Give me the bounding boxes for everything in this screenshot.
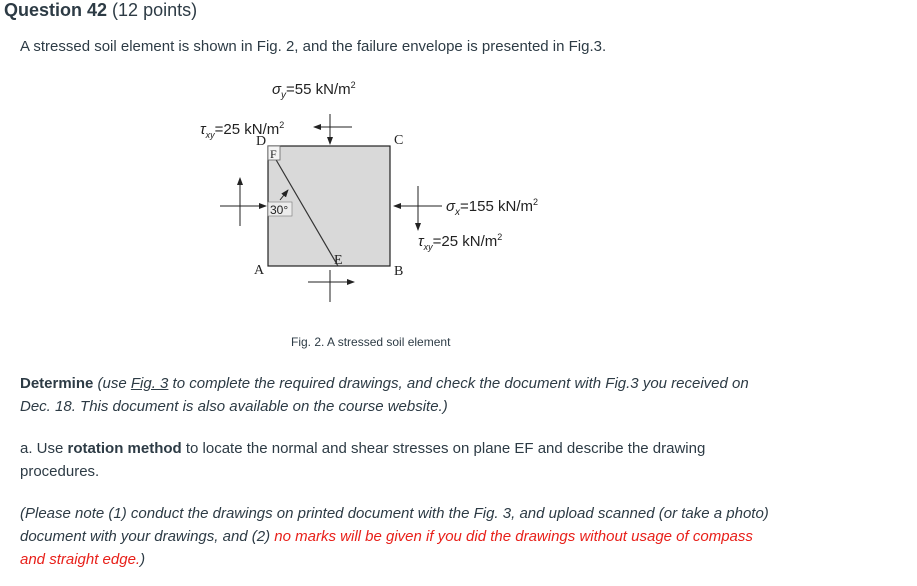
determine-open: (use	[93, 375, 131, 392]
intro-text: A stressed soil element is shown in Fig. 2, and the failure envelope is presented in Fig.3.	[20, 38, 607, 55]
fig3-link[interactable]: Fig. 3	[130, 375, 169, 392]
part-a-paragraph	[20, 437, 780, 483]
figure-caption: Fig. 2. A stressed soil element	[291, 335, 451, 349]
label-b: B	[394, 264, 404, 279]
label-c: C	[394, 133, 404, 148]
label-a: A	[254, 263, 265, 278]
note-paragraph	[20, 502, 780, 571]
note-warning: no marks will be given if you did the drawings without usage of compass and straight edge.	[20, 528, 753, 568]
sigma-y-sub: y	[281, 90, 287, 101]
part-a-rest: to locate the normal and shear stresses on plane EF and describe the drawing procedures.	[20, 440, 706, 480]
tau-right-sup: 2	[497, 232, 503, 242]
sigma-x-sup: 2	[533, 197, 539, 207]
sigma-x-label	[446, 197, 538, 218]
label-d: D	[256, 134, 267, 149]
part-a-bold: rotation method	[67, 440, 182, 457]
determine-rest: to complete the required drawings, and check the document with Fig.3 you received on Dec. 18. This document is also available on the course website.)	[20, 375, 749, 415]
sigma-y-label	[272, 80, 356, 101]
sigma-x-symbol: σ	[446, 198, 456, 215]
angle-value: 30°	[270, 203, 289, 217]
tau-top-sub: xy	[205, 130, 215, 140]
tau-top-value: =25 kN/m	[214, 121, 280, 138]
tau-top-label	[200, 120, 284, 140]
tau-right-value: =25 kN/m	[432, 233, 498, 250]
question-number: Question 42	[4, 0, 108, 20]
sigma-x-sub: x	[455, 207, 461, 218]
tau-right-symbol: τ	[418, 233, 424, 250]
tau-top-sup: 2	[279, 120, 285, 130]
sigma-y-sup: 2	[350, 80, 356, 90]
label-e: E	[334, 253, 343, 268]
sigma-x-value: =155 kN/m	[460, 198, 533, 215]
tau-right-label	[418, 232, 502, 252]
note-text: (Please note (1) conduct the drawings on printed document with the Fig. 3, and upload scanned (or take a photo) document with your drawings, and (2)	[20, 505, 769, 545]
question-points: (12 points)	[112, 0, 198, 20]
part-a-prefix: a. Use	[20, 440, 68, 457]
determine-bold: Determine	[20, 375, 94, 392]
sigma-y-value: =55 kN/m	[286, 81, 351, 98]
tau-right-sub: xy	[423, 242, 433, 252]
stressed-element-figure	[190, 72, 600, 302]
question-title	[4, 0, 197, 21]
label-f: F	[270, 147, 277, 161]
tau-top-symbol: τ	[200, 121, 206, 138]
determine-paragraph	[20, 372, 780, 418]
note-close: )	[140, 551, 146, 568]
sigma-y-symbol: σ	[272, 81, 282, 98]
